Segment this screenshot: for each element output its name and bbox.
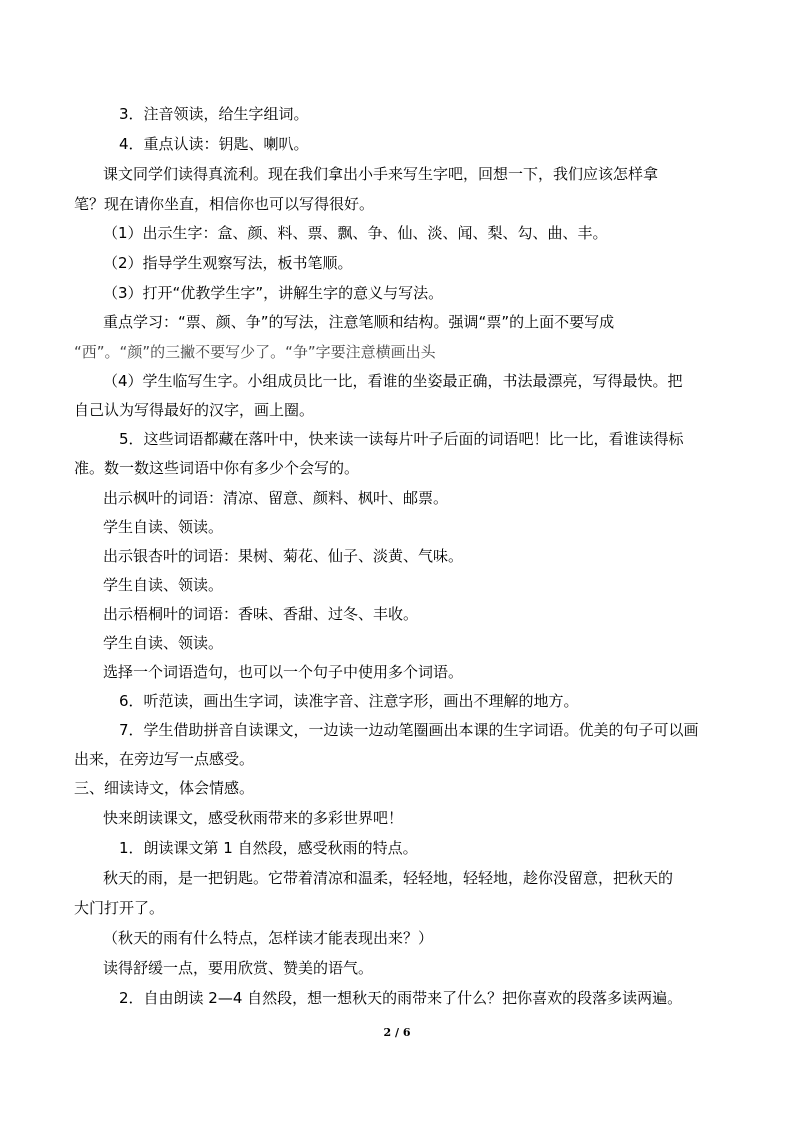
text-line: 快来朗读课文，感受秋雨带来的多彩世界吧！ bbox=[103, 809, 404, 827]
text-line: 2．自由朗读 2—4 自然段，想一想秋天的雨带来了什么？把你喜欢的段落多读两遍。 bbox=[119, 989, 683, 1007]
text-line: 读得舒缓一点，要用欣赏、赞美的语气。 bbox=[103, 959, 374, 977]
text-line: （4）学生临写生字。小组成员比一比，看谁的坐姿最正确，书法最漂亮，写得最快。把 bbox=[103, 372, 683, 390]
section-heading: 三、细读诗文，体会情感。 bbox=[74, 779, 255, 797]
text-line: 1．朗读课文第 1 自然段，感受秋雨的特点。 bbox=[119, 839, 418, 857]
text-line: 5．这些词语都藏在落叶中，快来读一读每片叶子后面的词语吧！比一比，看谁读得标 bbox=[119, 430, 684, 448]
text-line: 出示银杏叶的词语：果树、菊花、仙子、淡黄、气味。 bbox=[103, 547, 464, 565]
text-line: 自己认为写得最好的汉字，画上圈。 bbox=[74, 401, 315, 419]
text-line: 笔？现在请你坐直，相信你也可以写得很好。 bbox=[74, 195, 375, 213]
text-line: 7．学生借助拼音自读课文，一边读一边动笔圈画出本课的生字词语。优美的句子可以画 bbox=[119, 721, 699, 739]
text-line: 学生自读、领读。 bbox=[103, 576, 224, 594]
text-line: （秋天的雨有什么特点，怎样读才能表现出来？） bbox=[103, 929, 434, 947]
text-line: 学生自读、领读。 bbox=[103, 634, 224, 652]
text-line: 出示枫叶的词语：清凉、留意、颜料、枫叶、邮票。 bbox=[103, 489, 449, 507]
text-line: 出来，在旁边写一点感受。 bbox=[74, 750, 255, 768]
text-line: 4．重点认读：钥匙、喇叭。 bbox=[119, 135, 309, 153]
text-line: “西”。“颜”的三撇不要写少了。“争”字要注意横画出头 bbox=[74, 343, 436, 361]
text-line: （1）出示生字：盒、颜、料、票、飘、争、仙、淡、闻、梨、勾、曲、丰。 bbox=[103, 224, 608, 242]
text-line: 准。数一数这些词语中你有多少个会写的。 bbox=[74, 459, 360, 477]
text-line: 秋天的雨，是一把钥匙。它带着清凉和温柔，轻轻地，轻轻地，趁你没留意，把秋天的 bbox=[103, 869, 674, 887]
text-line: （3）打开“优教学生字”，讲解生字的意义与写法。 bbox=[103, 284, 444, 302]
text-line: 课文同学们读得真流利。现在我们拿出小手来写生字吧，回想一下，我们应该怎样拿 bbox=[103, 165, 659, 183]
text-line: 6．听范读，画出生字词，读准字音、注意字形，画出不理解的地方。 bbox=[119, 692, 579, 710]
text-line: 3．注音领读，给生字组词。 bbox=[119, 105, 309, 123]
page-number: 2 / 6 bbox=[383, 1026, 411, 1039]
text-line: 学生自读、领读。 bbox=[103, 518, 224, 536]
text-line: 出示梧桐叶的词语：香味、香甜、过冬、丰收。 bbox=[103, 605, 419, 623]
text-line: 选择一个词语造句，也可以一个句子中使用多个词语。 bbox=[103, 663, 464, 681]
text-line: 重点学习：“票、颜、争”的写法，注意笔顺和结构。强调“票”的上面不要写成 bbox=[103, 313, 615, 331]
text-line: 大门打开了。 bbox=[74, 899, 165, 917]
text-line: （2）指导学生观察写法，板书笔顺。 bbox=[103, 254, 353, 272]
